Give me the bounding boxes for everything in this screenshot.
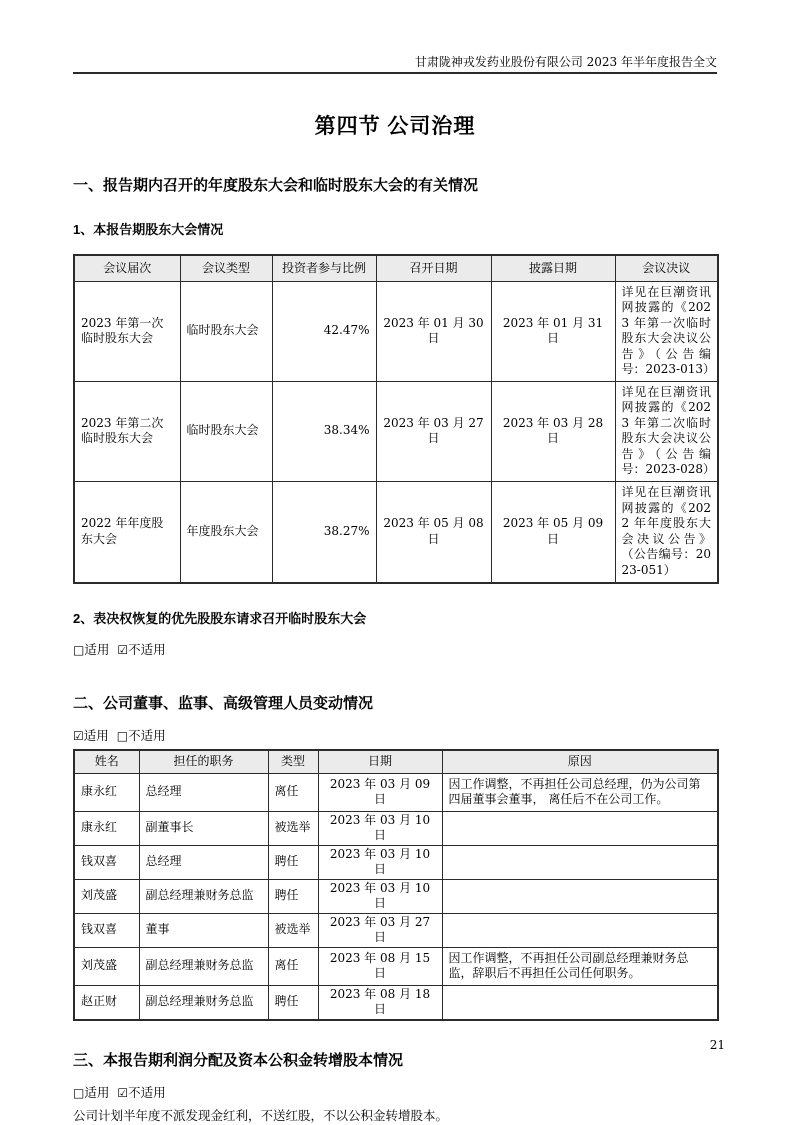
table-row (74, 879, 718, 913)
checkbox-checked-icon: ☑ (117, 643, 129, 657)
checkbox-group-not-apply (117, 642, 165, 657)
meetings-col-header: 披露日期 (491, 255, 615, 281)
meeting-session: 2022 年年度股东大会 (74, 481, 180, 583)
running-header (73, 0, 717, 74)
change-date: 2023 年 03 月 10 日 (318, 811, 442, 845)
meeting-resolution: 详见在巨潮资讯网披露的《2023 年第二次临时股东大会决议公告》（公告编号：2023-028） (615, 381, 718, 481)
change-reason: 因工作调整，不再担任公司副总经理兼财务总监，辞职后不再担任公司任何职务。 (442, 947, 718, 985)
person-name: 赵正财 (74, 985, 139, 1020)
change-type: 离任 (268, 773, 318, 811)
running-header-text: 甘肃陇神戎发药业股份有限公司 2023 年半年度报告全文 (414, 55, 717, 69)
change-type: 聘任 (268, 985, 318, 1020)
personnel-col-header: 原因 (442, 750, 718, 773)
applicability-line (73, 1085, 717, 1101)
meeting-resolution: 详见在巨潮资讯网披露的《2023 年第一次临时股东大会决议公告》（公告编号：2023-013） (615, 281, 718, 381)
person-name: 康永红 (74, 811, 139, 845)
participation-rate: 38.34% (272, 381, 376, 481)
table-row (74, 811, 718, 845)
subsection-heading-1-1: 1、本报告期股东大会情况 (73, 222, 224, 237)
checkbox-label: 适用 (84, 642, 110, 657)
subsection-heading-1-2: 2、表决权恢复的优先股股东请求召开临时股东大会 (73, 611, 367, 626)
checkbox-group-not-apply (117, 1085, 165, 1100)
checkbox-unchecked-icon: □ (73, 643, 85, 657)
change-date: 2023 年 08 月 18 日 (318, 985, 442, 1020)
table-row (74, 985, 718, 1020)
change-date: 2023 年 03 月 09 日 (318, 773, 442, 811)
person-name: 刘茂盛 (74, 879, 139, 913)
change-type: 离任 (268, 947, 318, 985)
section-heading-1: 一、报告期内召开的年度股东大会和临时股东大会的有关情况 (73, 177, 479, 194)
applicability-line (73, 642, 717, 658)
change-reason (442, 913, 718, 947)
checkbox-unchecked-icon: □ (73, 1085, 85, 1100)
checkbox-group-not-apply (117, 728, 166, 743)
person-post: 副董事长 (139, 811, 268, 845)
meeting-type: 临时股东大会 (180, 381, 272, 481)
section-heading-3: 三、本报告期利润分配及资本公积金转增股本情况 (73, 1051, 404, 1069)
change-date: 2023 年 03 月 27 日 (318, 913, 442, 947)
table-row (74, 913, 718, 947)
disclosure-date: 2023 年 05 月 09 日 (491, 481, 615, 583)
person-post: 副总经理兼财务总监 (139, 947, 268, 985)
person-post: 总经理 (139, 773, 268, 811)
personnel-col-header: 姓名 (74, 750, 139, 773)
participation-rate: 38.27% (272, 481, 376, 583)
checkbox-label: 适用 (84, 1084, 110, 1100)
convene-date: 2023 年 03 月 27 日 (376, 381, 491, 481)
convene-date: 2023 年 01 月 30 日 (376, 281, 491, 381)
meeting-session: 2023 年第一次临时股东大会 (74, 281, 180, 381)
personnel-col-header: 担任的职务 (139, 750, 268, 773)
person-post: 董事 (139, 913, 268, 947)
disclosure-date: 2023 年 01 月 31 日 (491, 281, 615, 381)
page-number: 21 (709, 1038, 725, 1052)
person-post: 总经理 (139, 845, 268, 879)
checkbox-checked-icon: ☑ (73, 729, 84, 743)
change-date: 2023 年 03 月 10 日 (318, 879, 442, 913)
checkbox-label: 适用 (83, 728, 109, 743)
checkbox-checked-icon: ☑ (117, 1085, 129, 1100)
change-type: 被选举 (268, 811, 318, 845)
applicability-line (73, 728, 717, 744)
disclosure-date: 2023 年 03 月 28 日 (491, 381, 615, 481)
meetings-col-header: 召开日期 (376, 255, 491, 281)
meetings-header-row (74, 255, 718, 281)
meeting-type: 年度股东大会 (180, 481, 272, 583)
checkbox-group-apply (73, 642, 109, 657)
table-row (74, 773, 718, 811)
personnel-col-header: 类型 (268, 750, 318, 773)
checkbox-label: 不适用 (128, 642, 166, 657)
meetings-col-header: 会议类型 (180, 255, 272, 281)
meetings-col-header: 投资者参与比例 (272, 255, 376, 281)
checkbox-group-apply (73, 728, 109, 743)
change-date: 2023 年 08 月 15 日 (318, 947, 442, 985)
personnel-header-row (74, 750, 718, 773)
change-reason: 因工作调整，不再担任公司总经理，仍为公司第四届董事会董事， 离任后不在公司工作。 (442, 773, 718, 811)
convene-date: 2023 年 05 月 08 日 (376, 481, 491, 583)
participation-rate: 42.47% (272, 281, 376, 381)
meeting-session: 2023 年第二次临时股东大会 (74, 381, 180, 481)
change-reason (442, 985, 718, 1020)
meeting-resolution: 详见在巨潮资讯网披露的《2022 年年度股东大会决议公告》（公告编号：2023-051） (615, 481, 718, 583)
section-heading-2: 二、公司董事、监事、高级管理人员变动情况 (73, 695, 374, 712)
table-row (74, 481, 718, 583)
change-reason (442, 845, 718, 879)
meetings-table (73, 254, 719, 584)
dividend-plan-note: 公司计划半年度不派发现金红利，不送红股，不以公积金转增股本。 (73, 1107, 449, 1123)
personnel-table (73, 749, 719, 1021)
table-row (74, 381, 718, 481)
change-type: 被选举 (268, 913, 318, 947)
table-row (74, 281, 718, 381)
person-post: 副总经理兼财务总监 (139, 879, 268, 913)
meeting-type: 临时股东大会 (180, 281, 272, 381)
checkbox-unchecked-icon: □ (116, 729, 129, 743)
person-name: 钱双喜 (74, 913, 139, 947)
checkbox-label: 不适用 (128, 1084, 166, 1100)
page-title: 第四节 公司治理 (314, 115, 476, 138)
change-reason (442, 879, 718, 913)
person-post: 副总经理兼财务总监 (139, 985, 268, 1020)
checkbox-label: 不适用 (128, 728, 166, 743)
checkbox-group-apply (73, 1085, 109, 1100)
person-name: 刘茂盛 (74, 947, 139, 985)
change-type: 聘任 (268, 845, 318, 879)
person-name: 康永红 (74, 773, 139, 811)
meetings-col-header: 会议决议 (615, 255, 718, 281)
change-date: 2023 年 03 月 10 日 (318, 845, 442, 879)
change-reason (442, 811, 718, 845)
person-name: 钱双喜 (74, 845, 139, 879)
personnel-col-header: 日期 (318, 750, 442, 773)
table-row (74, 947, 718, 985)
meetings-col-header: 会议届次 (74, 255, 180, 281)
change-type: 聘任 (268, 879, 318, 913)
table-row (74, 845, 718, 879)
